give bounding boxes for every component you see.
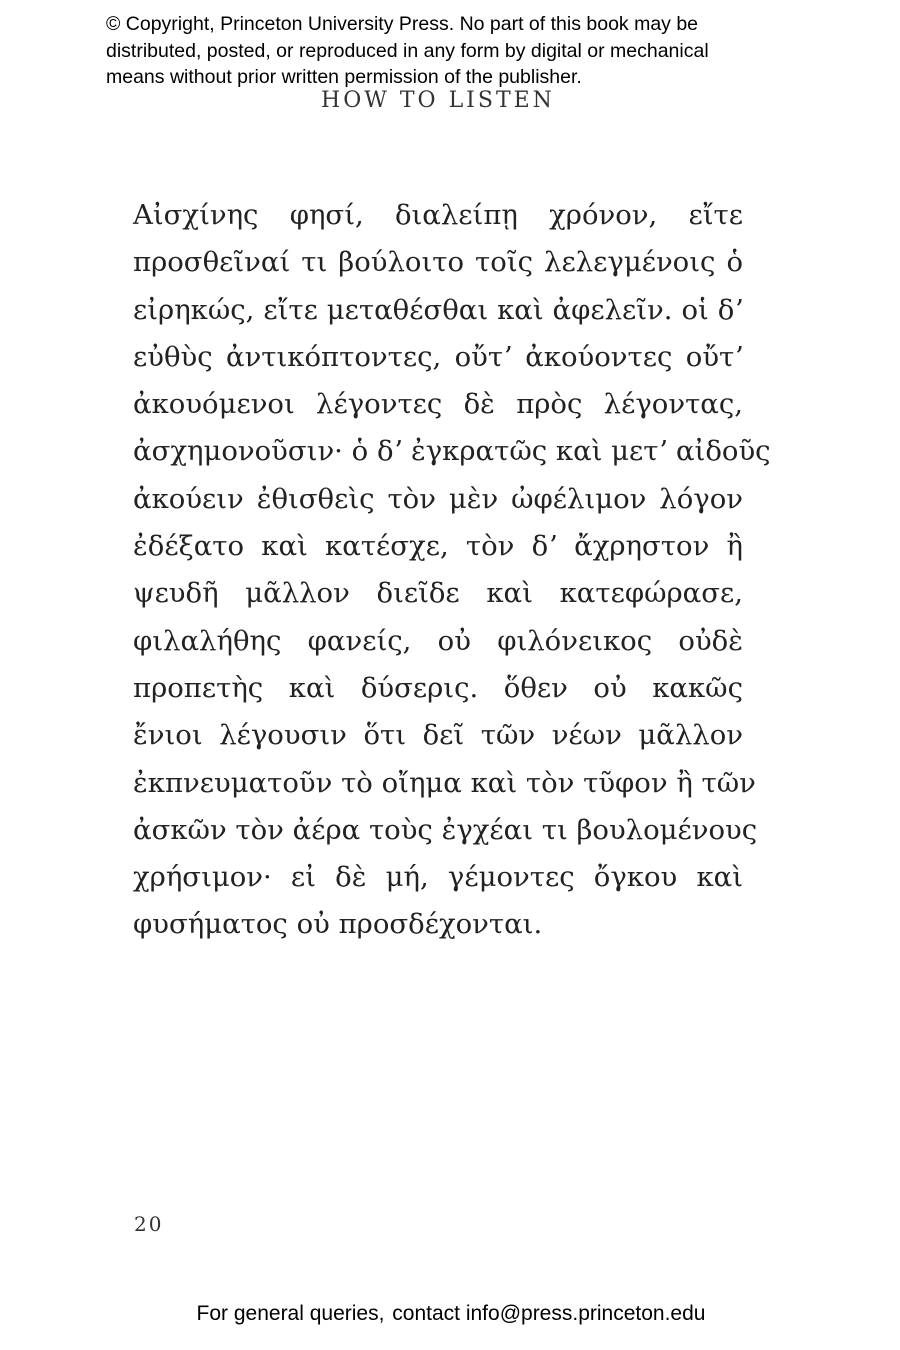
text-line: φυσήματος οὐ προσδέχονται. [133,908,543,941]
copyright-line: distributed, posted, or reproduced in any form by digital or mechanical [106,39,709,62]
greek-body-text [133,192,771,949]
text-line: ἀκουόμενοι λέγοντες δὲ πρὸς λέγοντας, [133,388,743,421]
text-line: προπετὴς καὶ δύσερις. ὅθεν οὐ κακῶς [133,671,743,704]
page-number: 20 [134,1212,164,1236]
text-line: ἐδέξατο καὶ κατέσχε, τὸν δʼ ἄχρηστον ἢ [133,530,743,563]
text-line: ἀσχημονοῦσιν· ὁ δʼ ἐγκρατῶς καὶ μετʼ αἰδοῦς [133,435,771,468]
copyright-notice [106,11,826,91]
text-line: προσθεῖναί τι βούλοιτο τοῖς λελεγμένοις ὁ [133,246,743,279]
text-line: ἀσκῶν τὸν ἀέρα τοὺς ἐγχέαι τι βουλομένους [133,813,758,846]
text-line: εὐθὺς ἀντικόπτοντες, οὔτʼ ἀκούοντες οὔτʼ [133,340,743,373]
copyright-line: © Copyright, Princeton University Press. No part of this book may be [106,13,699,35]
footer-contact-note [0,1302,900,1326]
text-line: φιλαλήθης φανείς, οὐ φιλόνεικος οὐδὲ [133,624,743,657]
text-line: ψευδῆ μᾶλλον διεῖδε καὶ κατεφώρασε, [133,577,743,610]
running-head: HOW TO LISTEN [321,88,555,113]
text-line: ἐκπνευματοῦν τὸ οἴημα καὶ τὸν τῦφον ἢ τῶν [133,766,756,799]
text-line: ἀκούειν ἐθισθεὶς τὸν μὲν ὠφέλιμον λόγον [133,482,743,515]
text-line: εἰρηκώς, εἴτε μεταθέσθαι καὶ ἀφελεῖν. οἱ δʼ [133,293,743,326]
text-line: χρήσιμον· εἰ δὲ μή, γέμοντες ὄγκου καὶ [133,861,743,894]
footer-prefix: For general queries, [196,1302,385,1325]
text-line: Αἰσχίνης φησί, διαλείπῃ χρόνον, εἴτε [133,199,743,231]
text-line: ἔνιοι λέγουσιν ὅτι δεῖ τῶν νέων μᾶλλον [133,719,743,752]
footer-contact-link[interactable]: contact info@press.princeton.edu [392,1302,706,1325]
copyright-line: means without prior written permission of the publisher. [106,66,582,88]
